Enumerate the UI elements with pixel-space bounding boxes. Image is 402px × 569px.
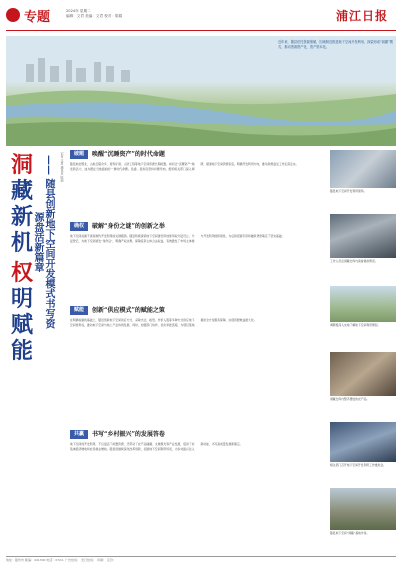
section-logo-icon [6,8,20,22]
section-title: 唤醒“沉睡资产”的时代命题 [92,151,165,158]
title-char: 机 [10,230,33,256]
paper-name: 浦江日报 [335,9,388,23]
photo-caption: 洞藏仓库内整齐摆放的农产品。 [330,397,370,401]
hero-photo [6,36,396,146]
section-tag: 共赢 [70,430,88,439]
photo-3 [330,286,396,322]
section-2 [70,222,325,302]
section-tag: 赋能 [70,306,88,315]
title-char: 赋 [10,312,33,338]
photo-caption: 随县地下空间开发利用现场。 [330,189,367,193]
section-title: 书写“乡村振兴”的发展答卷 [92,431,165,438]
section-title: 破解“身份之谜”的创新之举 [92,223,165,230]
section-tag: 破题 [70,150,88,159]
section-body: 在明确权属的基础上，随县创新地下空间供应方式，采取出让、租赁、作价入股等多种方式供应地下空间使用权，推动地下空间与地上产业协同发展。同时，加强部门协作，优化审批流程，为项目落地提供全方位服务保障，实现资源效益最大化。 [70,318,257,327]
hero-landscape [6,36,396,146]
title-char: 权 [10,260,33,286]
section-4 [70,430,325,550]
section-tag: 确权 [70,222,88,231]
byline: 记者 文君 通讯员 陈娟 [60,152,64,182]
photo-2 [330,214,396,258]
main-subtitle: —— 随县创新地下空间开发模式书写资源盘活新篇章 [32,155,54,329]
photo-caption: 随县地下空间“洞藏”基地外景。 [330,531,370,535]
footer-rule [6,556,396,557]
photo-5 [330,422,396,462]
section-1 [70,150,325,218]
section-label: 专题 [24,10,51,25]
photo-caption: 调研组深入实地了解地下空间利用情况。 [330,323,381,327]
header-meta-line1: 2024年 星期二 [66,9,91,13]
section-3 [70,306,325,416]
masthead [6,6,396,32]
hero-caption: 近年来，随县依托资源禀赋，因地制宜推进地下空间开发利用，探索形成“洞藏”模式，推动资源资产化、资产资本化。 [278,40,393,50]
title-char: 能 [10,338,33,364]
header-meta-line2: 编辑：文君 美编：文君 校对：陈娟 [66,14,123,18]
section-body: 随县地处鄂北，山地丘陵众多，废弃矿洞、人防工程等地下空间资源长期闲置。如何让“沉睡资产”焕发新活力，成为摆在当地面前的一道时代命题。县委、县政府坚持问题导向，组织相关部门深入调研，摸清地下空间资源家底，明确开发利用方向，推动资源盘活工作走深走实。 [70,162,299,171]
section-title: 创新“供应模式”的赋能之策 [92,307,165,314]
section-body: 地下空间的开发利用，不仅盘活了闲置资源，还带动了农产品储藏、文旅观光等产业发展，促进了村集体经济增收和农民就业增收。随县将继续深化改革创新，拓展地下空间利用场景，为乡村振兴注入新动能，书写高质量发展新篇章。 [70,442,243,451]
photo-6 [330,488,396,530]
section-body: 地下空间权属不清是制约开发利用的关键瓶颈。随县积极探索地下空间建设用地使用权分层设立、分层登记，为地下空间颁发“身份证”，明确产权边界，保障投资主体合法权益，有效激发了市场主体参与开发利用的积极性，为后续招商引资和融资贷款奠定了坚实基础。 [70,234,285,243]
title-char: 洞 [10,152,33,178]
title-char: 藏 [10,178,33,204]
title-char: 明 [10,286,33,312]
footer: 地址：随州市 邮编：441300 电话：0722- 广告热线： 发行热线： 印刷： 定价： [6,558,116,562]
header-rule [6,30,396,31]
photo-1 [330,150,396,188]
photo-caption: 工作人员在洞藏仓库内查看储存情况。 [330,259,378,263]
photo-caption: 相关部门召开地下空间开发利用工作推进会。 [330,463,386,467]
header-meta [66,9,122,19]
title-char: 新 [10,204,33,230]
photo-4 [330,352,396,396]
main-title-cont [8,312,36,372]
